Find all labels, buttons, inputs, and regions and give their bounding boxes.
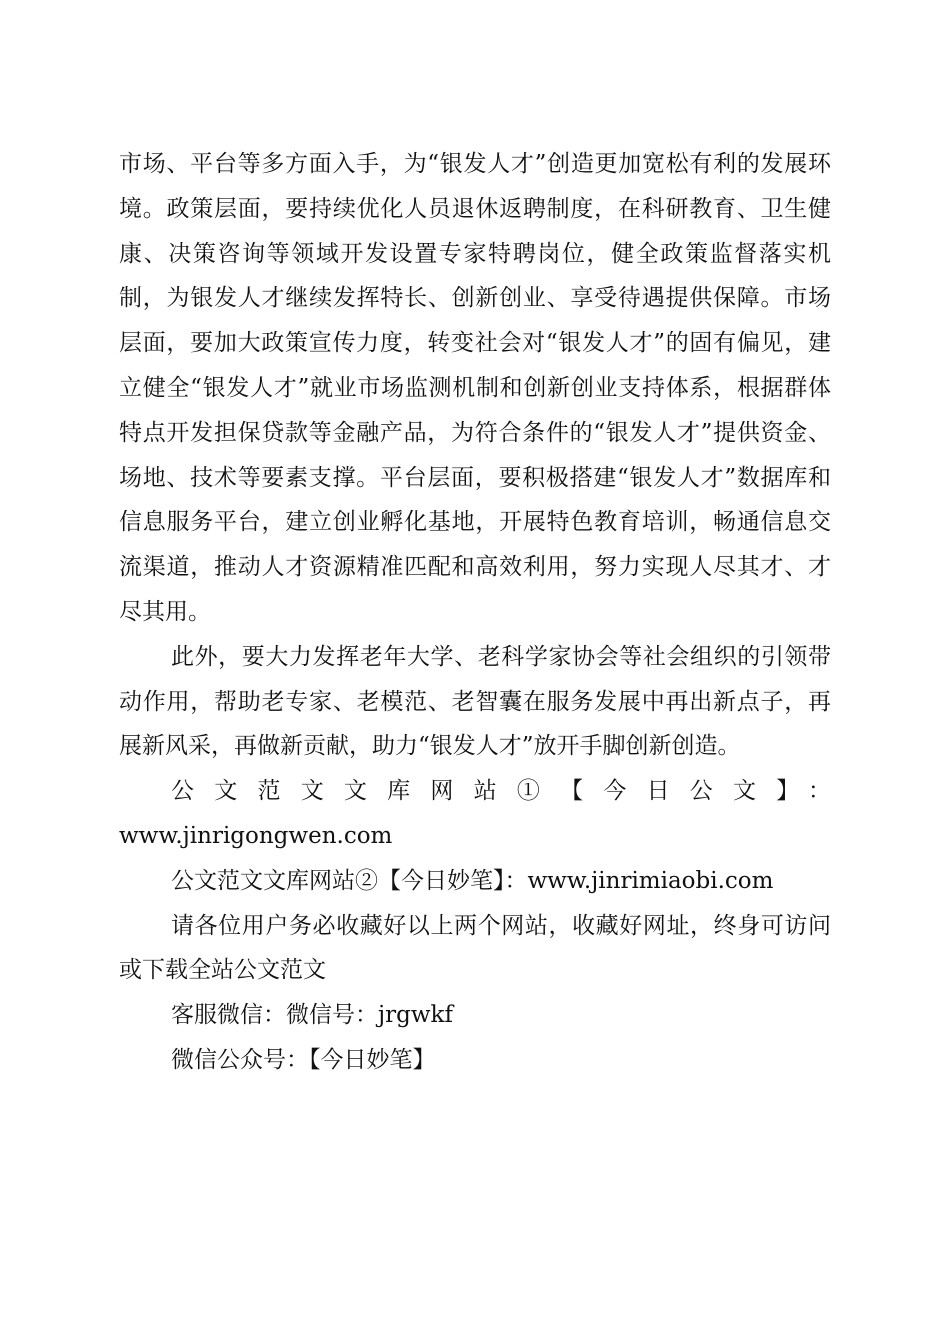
- footer-site1-url: www.jinrigongwen.com: [119, 822, 393, 849]
- footer-notice: 请各位用户务必收藏好以上两个网站，收藏好网址，终身可访问或下载全站公文范文: [119, 912, 831, 984]
- footer-site1-label: 公文范文文库网站①【今日公文】：: [171, 778, 831, 805]
- paragraph-social-organizations: 此外，要大力发挥老年大学、老科学家协会等社会组织的引领带动作用，帮助老专家、老模范、老智囊在服务发展中再出新点子，再展新风采，再做新贡献，助力“银发人才”放开手脚创新创造。: [119, 643, 831, 760]
- footer-official-account: 微信公众号：【今日妙笔】: [171, 1046, 436, 1073]
- document-body: [119, 142, 831, 1083]
- paragraph-policy-market-platform: 市场、平台等多方面入手，为“银发人才”创造更加宽松有利的发展环境。政策层面，要持续优化人员退休返聘制度，在科研教育、卫生健康、决策咨询等领域开发设置专家特聘岗位，健全政策监督落实机制，为银发人才继续发挥特长、创新创业、享受待遇提供保障。市场层面，要加大政策宣传力度，转变社会对“银发人才”的固有偏见，建立健全“银发人才”就业市场监测机制和创新创业支持体系，根据群体特点开发担保贷款等金融产品，为符合条件的“银发人才”提供资金、场地、技术等要素支撑。平台层面，要积极搭建“银发人才”数据库和信息服务平台，建立创业孵化基地，开展特色教育培训，畅通信息交流渠道，推动人才资源精准匹配和高效利用，努力实现人尽其才、才尽其用。: [119, 151, 831, 625]
- footer-site2: 公文范文文库网站②【今日妙笔】：www.jinrimiaobi.com: [171, 867, 774, 894]
- footer-service-wechat: 客服微信：微信号：jrgwkf: [171, 1002, 453, 1029]
